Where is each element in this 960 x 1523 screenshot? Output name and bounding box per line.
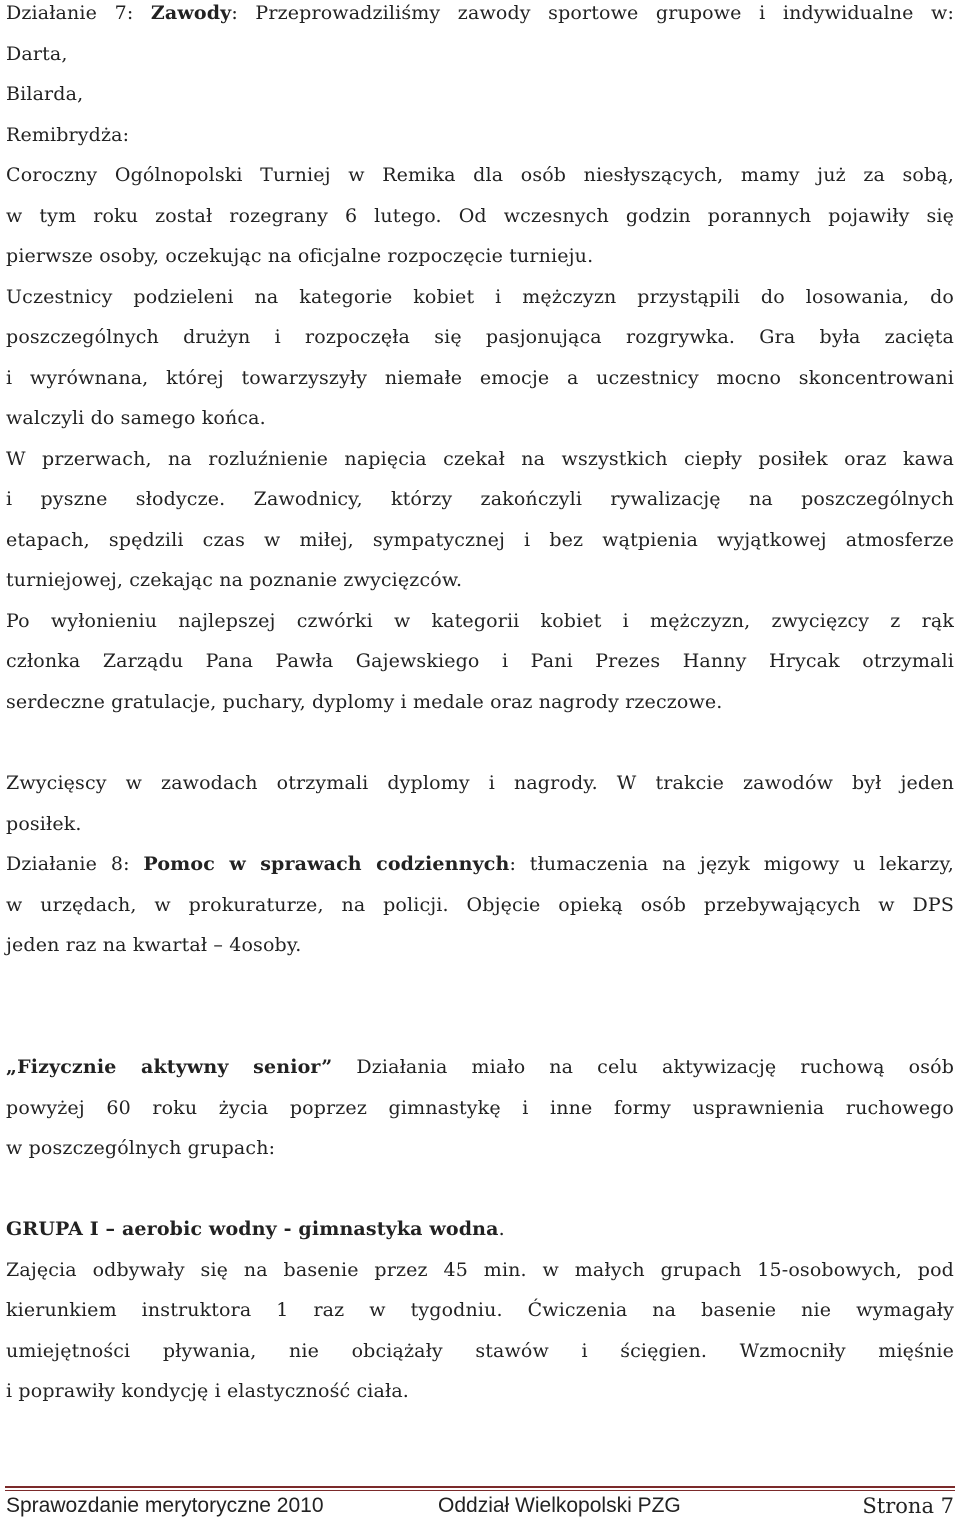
paragraph-action-7 — [6, 0, 954, 722]
bold-term: Zawody — [150, 2, 232, 24]
text-line: Działanie 8: Pomoc w sprawach codziennych: tłumaczenia na język migowy u lekarzy, — [6, 853, 954, 875]
text-line: członka Zarządu Pana Pawła Gajewskiego i Pani Prezes Hanny Hrycak otrzymali — [6, 650, 954, 672]
text-line: W przerwach, na rozluźnienie napięcia czekał na wszystkich ciepły posiłek oraz kawa — [6, 447, 954, 470]
text-line: posiłek. — [6, 812, 82, 835]
text-line: w urzędach, w prokuraturze, na policji. Objęcie opieką osób przebywających w DPS — [6, 893, 954, 916]
text-line: w poszczególnych grupach: — [6, 1137, 276, 1159]
text-line: w tym roku został rozegrany 6 lutego. Od wczesnych godzin porannych pojawiły się — [6, 204, 954, 227]
text-line: Uczestnicy podzieleni na kategorie kobiet i mężczyzn przystąpili do losowania, do — [6, 285, 954, 308]
text-line: Zajęcia odbywały się na basenie przez 45 min. w małych grupach 15-osobowych, pod — [6, 1258, 954, 1281]
text-line: i poprawiły kondycję i elastyczność ciała. — [6, 1380, 409, 1402]
text-line: Coroczny Ogólnopolski Turniej w Remika dla osób niesłyszących, mamy już za sobą, — [6, 164, 954, 186]
text-line: Działanie 7: Zawody: Przeprowadziliśmy zawody sportowe grupowe i indywidualne w: — [6, 2, 954, 24]
paragraph-group-1 — [6, 1209, 954, 1412]
paragraph-active-senior — [6, 1047, 954, 1169]
program-title: „Fizycznie aktywny senior” — [6, 1056, 333, 1078]
footer-branch: Oddział Wielkopolski PZG — [438, 1494, 681, 1517]
text-line: Remibrydża: — [6, 123, 130, 146]
text-line: pierwsze osoby, oczekując na oficjalne rozpoczęcie turnieju. — [6, 245, 594, 267]
text-line: etapach, spędzili czas w miłej, sympatycznej i bez wątpienia wyjątkowej atmosferze — [6, 528, 954, 551]
text-line: Po wyłonieniu najlepszej czwórki w kategorii kobiet i mężczyzn, zwycięzcy z rąk — [6, 609, 954, 632]
text-line: Bilarda, — [6, 83, 84, 105]
text-line: kierunkiem instruktora 1 raz w tygodniu. Ćwiczenia na basenie nie wymagały — [6, 1299, 954, 1321]
paragraph-winners — [6, 763, 954, 966]
text-line: walczyli do samego końca. — [6, 407, 266, 429]
text-line: jeden raz na kwartał – 4osoby. — [6, 934, 302, 956]
page-footer — [6, 1494, 954, 1522]
footer-divider — [5, 1486, 955, 1488]
text-line: Zwycięscy w zawodach otrzymali dyplomy i nagrody. W trakcie zawodów był jeden — [6, 772, 954, 794]
footer-page-number: Strona 7 — [862, 1494, 954, 1518]
bold-term: Pomoc w sprawach codziennych — [143, 853, 510, 875]
text-line: serdeczne gratulacje, puchary, dyplomy i medale oraz nagrody rzeczowe. — [6, 690, 723, 713]
text-line: i pyszne słodycze. Zawodnicy, którzy zakończyli rywalizację na poszczególnych — [6, 488, 954, 510]
text-line: Darta, — [6, 42, 68, 65]
footer-report-title: Sprawozdanie merytoryczne 2010 — [6, 1494, 324, 1517]
text-line: i wyrównana, której towarzyszyły niemałe emocje a uczestnicy mocno skoncentrowani — [6, 366, 954, 389]
text-line: powyżej 60 roku życia poprzez gimnastykę i inne formy usprawnienia ruchowego — [6, 1096, 954, 1119]
text-line: „Fizycznie aktywny senior” Działania miało na celu aktywizację ruchową osób — [6, 1056, 955, 1078]
footer-divider-thin — [5, 1490, 955, 1491]
text-line: turniejowej, czekając na poznanie zwycięzców. — [6, 569, 463, 591]
text-line: poszczególnych drużyn i rozpoczęła się pasjonująca rozgrywka. Gra była zacięta — [6, 326, 954, 348]
text-line: umiejętności pływania, nie obciążały stawów i ścięgien. Wzmocniły mięśnie — [6, 1339, 954, 1362]
section-heading: GRUPA I – aerobic wodny - gimnastyka wodna. — [6, 1218, 505, 1240]
